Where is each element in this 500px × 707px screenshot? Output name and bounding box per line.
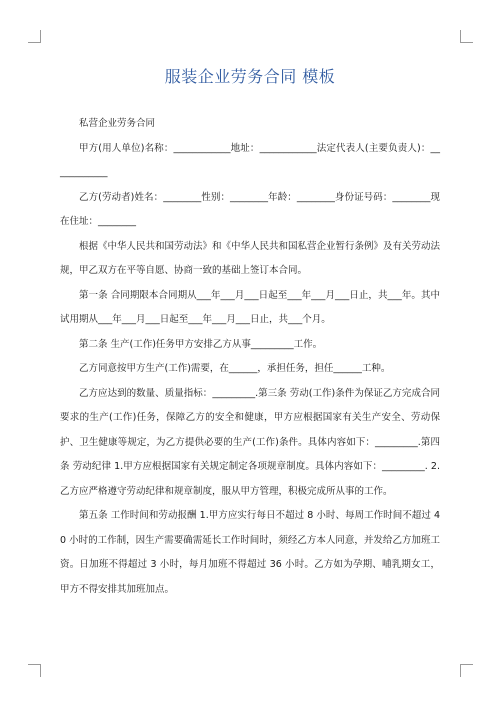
crop-mark-bottom-left xyxy=(28,664,41,677)
document-body xyxy=(60,112,440,602)
paragraph-heading: 私营企业劳务合同 xyxy=(79,118,156,129)
paragraph-articles-3-4: 乙方应达到的数量、质量指标：_________.第三条 劳动(工作)条件为保证乙方完成合同要求的生产(工作)任务，保障乙方的安全和健康，甲方应根据国家有关生产安全、劳动保护、卫生健康等规定，为乙方提供必要的生产(工作)条件。具体内容如下：_________.第四条 劳动纪律 1.甲方应根据国家有关规定制定各项规章制度。具体内容如下：_________. 2.乙方应严格遵守劳动纪律和规章制度，服从甲方管理，积极完成所从事的工作。 xyxy=(60,387,440,497)
paragraph-preamble: 根据《中华人民共和国劳动法》和《中华人民共和国私营企业暂行条例》及有关劳动法规，甲乙双方在平等自愿、协商一致的基础上签订本合同。 xyxy=(60,240,441,276)
paragraph-party-b: 乙方(劳动者)姓名：________性别：________年龄：________身份证号码：________现在住址：________ xyxy=(60,191,440,227)
paragraph-article-2: 第二条 生产(工作)任务甲方安排乙方从事_________工作。 xyxy=(79,338,323,350)
paragraph-article-2-cont: 乙方同意按甲方生产(工作)需要，在______，承担任务，担任______工种。 xyxy=(79,363,391,374)
document-title: 服装企业劳务合同 模板 xyxy=(164,67,336,86)
crop-mark-bottom-right xyxy=(460,664,473,677)
crop-mark-top-left xyxy=(28,30,41,43)
crop-mark-top-right xyxy=(460,30,473,43)
paragraph-article-5: 第五条 工作时间和劳动报酬 1.甲方应实行每日不超过 8 小时、每周工作时间不超过 40 小时的工作制，因生产需要确需延长工作时间时，须经乙方本人同意，并发给乙方加班工资。日加班不得超过 3 小时，每月加班不得超过 36 小时。乙方如为孕期、哺乳期女工，甲方不得安排其加班加点。 xyxy=(60,510,440,595)
paragraph-party-a: 甲方(用人单位)名称：____________地址：____________法定代表人(主要负责人)：____________ xyxy=(60,142,440,178)
paragraph-article-1: 第一条 合同期限本合同期从___年___月___日起至___年___月___日止，共___年。其中试用期从___年___月___日起至___年___月___日止，共___个月。 xyxy=(60,289,440,325)
